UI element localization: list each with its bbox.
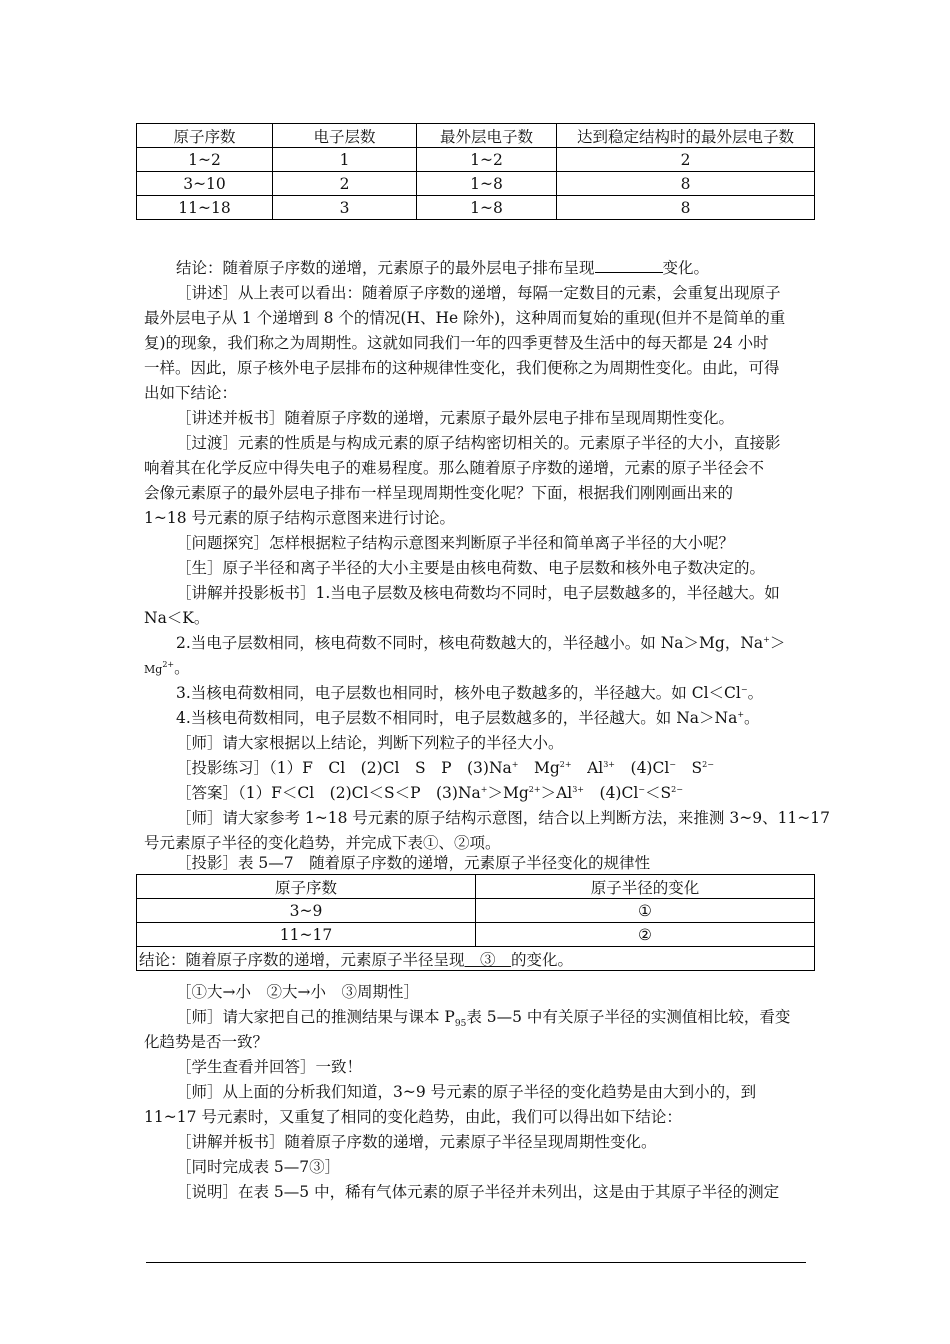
- narration-line: 最外层电子从 1 个递增到 8 个的情况(H、He 除外)，这种周而复始的重现(但并不是简单的重: [144, 309, 786, 327]
- table-cell: 11~18: [137, 196, 273, 220]
- table-cell: 8: [557, 196, 815, 220]
- analysis-line: ［师］从上面的分析我们知道，3~9 号元素的原子半径的变化趋势是由大到小的，到: [176, 1083, 757, 1101]
- header-cell: 最外层电子数: [417, 124, 557, 148]
- rule-2-line: 2.当电子层数相同，核电荷数不同时，核电荷数越大的，半径越小。如 Na＞Mg，Na+＞: [176, 634, 786, 652]
- transition-line: ［过渡］元素的性质是与构成元素的原子结构密切相关的。元素原子半径的大小，直接影: [176, 434, 781, 452]
- rule-4-line: 4.当核电荷数相同，电子层数不相同时，电子层数越多的，半径越大。如 Na＞Na+。: [176, 709, 760, 727]
- footer-divider: [146, 1262, 806, 1263]
- table-header-row: [137, 124, 815, 148]
- analysis-line: 11~17 号元素时，又重复了相同的变化趋势，由此，我们可以得出如下结论：: [144, 1108, 682, 1126]
- reference-line: ［师］请大家参考 1~18 号元素的原子结构示意图，结合以上判断方法，来推测 3~9、11~17: [176, 809, 830, 827]
- narration-line: ［讲述］从上表可以看出：随着原子序数的递增，每隔一定数目的元素，会重复出现原子: [176, 284, 781, 302]
- teacher-line: ［师］请大家根据以上结论，判断下列粒子的半径大小。: [176, 734, 564, 752]
- table-cell: 3: [273, 196, 417, 220]
- atomic-radius-table: [136, 874, 815, 971]
- rule-1-line: Na＜K。: [144, 609, 210, 627]
- board-note: ［讲述并板书］随着原子序数的递增，元素原子最外层电子排布呈现周期性变化。: [176, 409, 735, 427]
- transition-line: 会像元素原子的最外层电子排布一样呈现周期性变化呢？下面，根据我们刚刚画出来的: [144, 484, 734, 502]
- rule-2-line: $Mg^{2+}$。: [144, 659, 190, 677]
- table-row: [137, 947, 815, 971]
- header-cell: 达到稳定结构时的最外层电子数: [557, 124, 815, 148]
- answer-line: ［答案］（1）F＜Cl (2)Cl＜S＜P $(3)Na^+>Mg^{2+}>Al^{3+}$ $(4)Cl^-<S^{2-}$: [176, 784, 683, 802]
- table-row: [137, 923, 815, 947]
- electron-layer-table: [136, 123, 815, 220]
- answer-key-line: ［①大→小 ②大→小 ③周期性］: [176, 983, 419, 1001]
- header-cell: 原子序数: [137, 875, 476, 899]
- table-complete-note: ［同时完成表 5—7③］: [176, 1158, 341, 1176]
- table-caption: ［投影］表 5—7 随着原子序数的递增，元素原子半径变化的规律性: [176, 854, 651, 872]
- narration-line: 一样。因此，原子核外电子层排布的这种规律性变化，我们便称之为周期性变化。由此，可得: [144, 359, 780, 377]
- header-cell: 原子半径的变化: [476, 875, 815, 899]
- compare-line: ［师］请大家把自己的推测结果与课本 $P_{95}$表 5—5 中有关原子半径的实测值相比较，看变: [176, 1008, 791, 1030]
- table-cell: 1: [273, 148, 417, 172]
- conclusion-paragraph: 结论：随着原子序数的递增，元素原子的最外层电子排布呈现 变化。: [144, 256, 848, 281]
- student-answer-line: ［学生查看并回答］一致！: [176, 1058, 363, 1076]
- table-conclusion-cell: 结论：随着原子序数的递增，元素原子半径呈现 ③ 的变化。: [137, 947, 815, 971]
- table-cell: ①: [476, 899, 815, 923]
- reference-line: 号元素原子半径的变化趋势，并完成下表①、②项。: [144, 834, 501, 852]
- question-line: ［问题探究］怎样根据粒子结构示意图来判断原子半径和简单离子半径的大小呢？: [176, 534, 735, 552]
- table-cell: 8: [557, 172, 815, 196]
- table-row: [137, 899, 815, 923]
- transition-line: 1~18 号元素的原子结构示意图来进行讨论。: [144, 509, 456, 527]
- explanation-line: ［说明］在表 5—5 中，稀有气体元素的原子半径并未列出，这是由于其原子半径的测定: [176, 1183, 780, 1201]
- table-row: [137, 196, 815, 220]
- narration-line: 复)的现象，我们称之为周期性。这就如同我们一年的四季更替及生活中的每天都是 24 小时: [144, 334, 769, 352]
- table-header-row: [137, 875, 815, 899]
- table-cell: 1~8: [417, 172, 557, 196]
- header-cell: 电子层数: [273, 124, 417, 148]
- table-cell: 11~17: [137, 923, 476, 947]
- narration-line: 出如下结论：: [144, 384, 238, 402]
- rule-3-line: 3.当核电荷数相同，电子层数也相同时，核外电子数越多的，半径越大。如 Cl＜Cl−。: [176, 684, 764, 702]
- exercise-line: ［投影练习］（1）F Cl (2)Cl S P (3)Na+ $Mg^{2+}$ $Al^{3+}$ (4)Cl− $S^{2-}$: [176, 759, 714, 777]
- compare-line: 化趋势是否一致？: [144, 1033, 269, 1051]
- table-cell: ②: [476, 923, 815, 947]
- transition-line: 响着其在化学反应中得失电子的难易程度。那么随着原子序数的递增，元素的原子半径会不: [144, 459, 765, 477]
- rule-1-line: ［讲解并投影板书］1.当电子层数及核电荷数均不同时，电子层数越多的，半径越大。如: [176, 584, 780, 602]
- table-row: [137, 148, 815, 172]
- student-line: ［生］原子半径和离子半径的大小主要是由核电荷数、电子层数和核外电子数决定的。: [176, 559, 766, 577]
- table-row: [137, 172, 815, 196]
- table-cell: 3~10: [137, 172, 273, 196]
- table-cell: 1~8: [417, 196, 557, 220]
- table-cell: 2: [273, 172, 417, 196]
- table-cell: 3~9: [137, 899, 476, 923]
- table-cell: 1~2: [417, 148, 557, 172]
- table-cell: 1~2: [137, 148, 273, 172]
- header-cell: 原子序数: [137, 124, 273, 148]
- board-note: ［讲解并板书］随着原子序数的递增，元素原子半径呈现周期性变化。: [176, 1133, 657, 1151]
- fill-in-blank: [595, 257, 663, 274]
- table-cell: 2: [557, 148, 815, 172]
